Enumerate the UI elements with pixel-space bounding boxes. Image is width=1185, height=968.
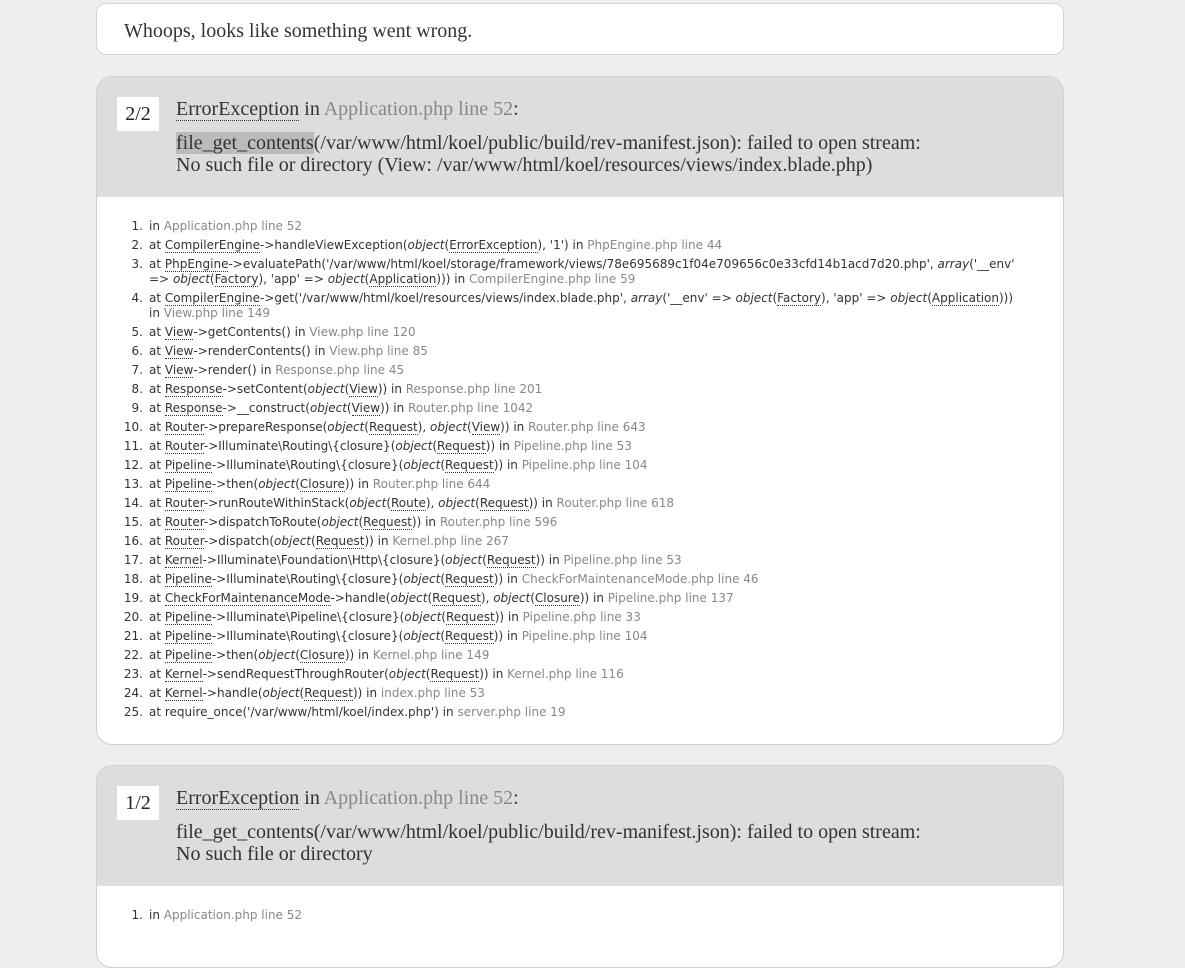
trace-text: )) in (579, 591, 608, 605)
trace-keyword: object (390, 591, 428, 605)
message-highlight: file_get_contents (176, 132, 314, 154)
trace-item (131, 291, 1063, 321)
trace-text: at (149, 515, 165, 529)
trace-text: in (149, 908, 164, 922)
trace-text: ->Illuminate\Routing\{closure}( (203, 439, 396, 453)
exception-location[interactable]: Application.php line 52 (323, 98, 514, 120)
trace-number: 8. (131, 382, 143, 396)
trace-class[interactable]: Request (430, 667, 480, 681)
trace-class[interactable]: View (471, 420, 501, 434)
exception-counter: 1/2 (117, 786, 159, 820)
trace-item (123, 572, 1063, 587)
trace-file[interactable]: Application.php line 52 (163, 908, 303, 922)
trace-item (131, 325, 1063, 340)
trace-number: 6. (131, 344, 143, 358)
trace-text: ->Illuminate\Routing\{closure}( (211, 629, 404, 643)
exception-block-1 (96, 765, 1064, 968)
trace-file[interactable]: Router.php line 596 (439, 515, 558, 529)
trace-file[interactable]: index.php line 53 (380, 686, 485, 700)
trace-text: ->prepareResponse( (203, 420, 328, 434)
trace-file[interactable]: View.php line 85 (329, 344, 428, 358)
trace-number: 21. (123, 629, 143, 643)
trace-text: ->then( (211, 477, 259, 491)
error-summary-box (96, 3, 1064, 55)
trace-item (131, 238, 1063, 253)
trace-file[interactable]: CompilerEngine.php line 59 (469, 272, 636, 286)
trace-class[interactable]: PhpEngine (164, 257, 229, 271)
trace-number: 12. (123, 458, 143, 472)
trace-class[interactable]: Closure (299, 477, 345, 491)
trace-keyword: object (438, 496, 476, 510)
trace-text: at (149, 291, 165, 305)
trace-text: at (149, 534, 165, 548)
trace-keyword: object (430, 420, 467, 434)
trace-class[interactable]: Pipeline (164, 477, 212, 491)
trace-text: ( (467, 420, 472, 434)
trace-number: 4. (131, 291, 143, 305)
trace-text: ( (927, 291, 932, 305)
trace-class[interactable]: Request (315, 534, 365, 548)
trace-text: ->Illuminate\Pipeline\{closure}( (211, 610, 405, 624)
error-page (96, 3, 1064, 968)
trace-text: ( (299, 686, 305, 700)
exception-colon: : (513, 787, 519, 809)
trace-text: at (149, 458, 165, 472)
trace-text: at (149, 591, 165, 605)
trace-keyword: object (403, 572, 441, 586)
trace-text: )) in (380, 401, 409, 415)
trace-item (123, 667, 1063, 682)
trace-item (123, 686, 1063, 701)
trace-text: ->sendRequestThroughRouter( (202, 667, 389, 681)
trace-class[interactable]: Request (368, 420, 418, 434)
trace-number: 1. (131, 908, 143, 922)
trace-class[interactable]: Pipeline (164, 629, 212, 643)
trace-text: ( (346, 401, 352, 415)
trace-text: ('__env' => (149, 257, 1019, 286)
trace-item (131, 219, 1063, 234)
trace-file[interactable]: server.php line 19 (457, 705, 566, 719)
trace-keyword: object (327, 420, 365, 434)
trace-number: 25. (123, 705, 143, 719)
trace-keyword: object (445, 553, 483, 567)
trace-text: ( (440, 458, 446, 472)
trace-text: at (149, 439, 165, 453)
trace-text: ), (480, 591, 494, 605)
trace-text: at (149, 667, 165, 681)
trace-number: 22. (123, 648, 143, 662)
trace-text: ->render() in (193, 363, 276, 377)
trace-keyword: object (172, 272, 210, 286)
trace-class[interactable]: Response (164, 401, 223, 415)
trace-text: ), 'app' => (258, 272, 328, 286)
exception-location[interactable]: Application.php line 52 (323, 787, 514, 809)
trace-keyword: object (403, 629, 441, 643)
trace-item (131, 908, 1063, 923)
trace-class[interactable]: Kernel (164, 667, 203, 681)
trace-keyword: array (937, 257, 970, 271)
trace-file[interactable]: PhpEngine.php line 44 (587, 238, 723, 252)
trace-number: 24. (123, 686, 143, 700)
trace-keyword: object (407, 238, 445, 252)
trace-text: at (149, 238, 165, 252)
trace-keyword: object (388, 667, 426, 681)
trace-file[interactable]: Kernel.php line 149 (372, 648, 490, 662)
message-line2: No such file or directory (View: /var/www/html/koel/resources/views/index.blade.php) (176, 154, 873, 176)
trace-file[interactable]: Router.php line 1042 (408, 401, 534, 415)
trace-class[interactable]: Pipeline (164, 610, 212, 624)
trace-class[interactable]: Application (369, 272, 437, 286)
trace-file[interactable]: Router.php line 643 (528, 420, 646, 434)
trace-text: ( (440, 629, 446, 643)
trace-text: )) in (377, 382, 406, 396)
trace-text: ->dispatchToRoute( (203, 515, 322, 529)
trace-file[interactable]: Pipeline.php line 53 (513, 439, 632, 453)
trace-text: in (149, 219, 164, 233)
trace-text: )) in (411, 515, 440, 529)
trace-text: ( (358, 515, 364, 529)
trace-number: 1. (131, 219, 143, 233)
trace-class[interactable]: Request (445, 572, 494, 586)
trace-text: )) in (352, 686, 381, 700)
exception-message (176, 821, 1063, 865)
trace-class[interactable]: Pipeline (164, 648, 212, 662)
trace-text: ->then( (211, 648, 259, 662)
trace-class[interactable]: Request (486, 553, 536, 567)
trace-text: at (149, 572, 165, 586)
trace-text: ( (386, 496, 391, 510)
exception-header (97, 77, 1063, 197)
trace-item (123, 553, 1063, 568)
stack-trace (97, 197, 1063, 744)
trace-file[interactable]: CheckForMaintenanceMode.php line 46 (521, 572, 759, 586)
trace-text: ->setContent( (222, 382, 308, 396)
trace-text: )) in (494, 610, 523, 624)
trace-class[interactable]: Request (445, 629, 494, 643)
trace-keyword: object (493, 591, 531, 605)
trace-text: )) in (344, 648, 373, 662)
trace-keyword: object (404, 610, 442, 624)
trace-text: ( (444, 238, 450, 252)
trace-number: 11. (123, 439, 143, 453)
trace-class[interactable]: Router (164, 420, 204, 434)
trace-text: ( (425, 667, 431, 681)
trace-number: 19. (123, 591, 143, 605)
trace-item (123, 458, 1063, 473)
trace-item (131, 257, 1063, 287)
trace-item (123, 439, 1063, 454)
trace-text: ->Illuminate\Routing\{closure}( (211, 572, 404, 586)
trace-keyword: object (403, 458, 441, 472)
trace-keyword: object (890, 291, 928, 305)
exception-message (176, 132, 1063, 176)
trace-text: ( (427, 591, 433, 605)
trace-number: 5. (131, 325, 143, 339)
trace-item (123, 496, 1063, 511)
trace-text: at (149, 325, 165, 339)
trace-text: )) in (493, 629, 522, 643)
trace-text: )) in (528, 496, 557, 510)
trace-class[interactable]: Kernel (164, 686, 203, 700)
trace-keyword: object (258, 648, 296, 662)
trace-text: )) in (485, 439, 514, 453)
trace-class[interactable]: View (351, 401, 381, 415)
stack-trace (97, 886, 1063, 967)
trace-item (123, 705, 1063, 720)
trace-class[interactable]: Response (164, 382, 223, 396)
trace-class[interactable]: Request (445, 610, 495, 624)
trace-text: ), (425, 496, 439, 510)
trace-class[interactable]: Router (164, 496, 204, 510)
trace-item (123, 648, 1063, 663)
trace-text: ( (440, 572, 446, 586)
trace-file[interactable]: Pipeline.php line 104 (521, 629, 648, 643)
message-line1: (/var/www/html/koel/public/build/rev-manifest.json): failed to open stream: (313, 132, 921, 154)
trace-keyword: array (630, 291, 663, 305)
trace-text: ( (344, 382, 350, 396)
trace-text: ( (441, 610, 446, 624)
trace-class[interactable]: Router (164, 515, 204, 529)
trace-class[interactable]: Request (432, 591, 481, 605)
trace-keyword: object (274, 534, 312, 548)
trace-text: ->dispatch( (203, 534, 275, 548)
trace-class[interactable]: Request (304, 686, 353, 700)
exception-class[interactable]: ErrorException (176, 787, 300, 809)
trace-keyword: object (309, 401, 347, 415)
trace-class[interactable]: CompilerEngine (164, 291, 261, 305)
trace-file[interactable]: Response.php line 201 (405, 382, 543, 396)
trace-text: ( (530, 591, 535, 605)
trace-text: at (149, 686, 165, 700)
trace-item (131, 363, 1063, 378)
trace-class[interactable]: Closure (299, 648, 345, 662)
trace-text: ('__env' => (662, 291, 736, 305)
trace-text: ->handleViewException( (260, 238, 408, 252)
trace-class[interactable]: ErrorException (449, 238, 538, 252)
trace-text: )) in (364, 534, 393, 548)
trace-text: ( (209, 272, 215, 286)
trace-item (123, 534, 1063, 549)
trace-class[interactable]: Request (363, 515, 412, 529)
trace-text: ), '1') in (537, 238, 588, 252)
error-summary-text: Whoops, looks like something went wrong. (124, 20, 473, 42)
trace-number: 14. (123, 496, 143, 510)
trace-text: ( (432, 439, 438, 453)
trace-file[interactable]: Pipeline.php line 137 (607, 591, 734, 605)
trace-text: ->__construct( (222, 401, 310, 415)
trace-file[interactable]: Pipeline.php line 33 (522, 610, 641, 624)
trace-class[interactable]: Request (437, 439, 486, 453)
trace-item (131, 382, 1063, 397)
trace-text: ( (364, 420, 369, 434)
trace-file[interactable]: Router.php line 644 (372, 477, 491, 491)
trace-file[interactable]: Application.php line 52 (163, 219, 303, 233)
trace-text: at (149, 363, 165, 377)
trace-file[interactable]: Response.php line 45 (275, 363, 405, 377)
trace-number: 17. (123, 553, 143, 567)
trace-text: )) in (500, 420, 529, 434)
trace-text: ->renderContents() in (193, 344, 330, 358)
trace-file[interactable]: View.php line 149 (163, 306, 270, 320)
trace-number: 16. (123, 534, 143, 548)
trace-keyword: object (262, 686, 300, 700)
trace-text: at (149, 629, 165, 643)
exception-block-2 (96, 76, 1064, 745)
trace-text: at (149, 610, 165, 624)
message-line1: file_get_contents(/var/www/html/koel/public/build/rev-manifest.json): failed to open stream: (176, 821, 921, 843)
trace-text: at (149, 401, 165, 415)
trace-text: ->Illuminate\Routing\{closure}( (211, 458, 404, 472)
trace-text: ))) in (436, 272, 470, 286)
trace-class[interactable]: CheckForMaintenanceMode (164, 591, 331, 605)
trace-text: ->handle( (330, 591, 391, 605)
trace-text: ( (482, 553, 487, 567)
trace-list (97, 908, 1063, 923)
trace-keyword: object (307, 382, 345, 396)
trace-text: at (149, 420, 165, 434)
trace-number: 20. (123, 610, 143, 624)
trace-item (123, 591, 1063, 606)
trace-class[interactable]: Route (391, 496, 426, 510)
exception-class[interactable]: ErrorException (176, 98, 300, 120)
trace-text: ( (311, 534, 316, 548)
trace-keyword: object (735, 291, 773, 305)
trace-text: ->runRouteWithinStack( (203, 496, 350, 510)
trace-item (131, 401, 1063, 416)
trace-text: ->getContents() in (193, 325, 310, 339)
trace-text: )) in (493, 572, 522, 586)
trace-class[interactable]: View (164, 344, 194, 358)
trace-class[interactable]: Request (445, 458, 494, 472)
trace-text: at (149, 257, 165, 271)
trace-text: at require_once('/var/www/html/koel/index.php') in (149, 705, 458, 719)
trace-number: 2. (131, 238, 143, 252)
trace-keyword: object (321, 515, 359, 529)
trace-text: ( (364, 272, 370, 286)
trace-class[interactable]: CompilerEngine (164, 238, 261, 252)
message-line2: No such file or directory (176, 843, 373, 865)
trace-text: at (149, 553, 165, 567)
trace-text: )) in (344, 477, 373, 491)
trace-class[interactable]: Router (164, 439, 204, 453)
trace-text: ( (295, 648, 300, 662)
exception-title (176, 786, 1063, 810)
trace-text: ->handle( (202, 686, 263, 700)
trace-file[interactable]: View.php line 120 (309, 325, 416, 339)
exception-header (97, 766, 1063, 886)
trace-text: )) in (535, 553, 564, 567)
trace-class[interactable]: Application (931, 291, 999, 305)
trace-class[interactable]: View (164, 363, 194, 377)
trace-keyword: object (258, 477, 296, 491)
trace-number: 3. (131, 257, 143, 271)
trace-file[interactable]: Router.php line 618 (556, 496, 675, 510)
trace-file[interactable]: Kernel.php line 116 (507, 667, 624, 681)
trace-text: ( (772, 291, 778, 305)
trace-number: 23. (123, 667, 143, 681)
trace-text: ), (417, 420, 431, 434)
trace-class[interactable]: Kernel (164, 553, 203, 567)
trace-class[interactable]: Factory (777, 291, 822, 305)
trace-keyword: object (327, 272, 365, 286)
trace-class[interactable]: View (164, 325, 194, 339)
trace-number: 10. (123, 420, 143, 434)
trace-text: ), 'app' => (821, 291, 891, 305)
trace-text: ->get('/var/www/html/koel/resources/views/index.blade.php', (260, 291, 631, 305)
trace-text: at (149, 382, 165, 396)
trace-text: ->evaluatePath('/var/www/html/koel/storage/framework/views/78e695689c1f04e709656c0e33cfd14b1acd7d20.php', (228, 257, 938, 271)
trace-item (131, 344, 1063, 359)
trace-item (123, 515, 1063, 530)
trace-text: at (149, 344, 165, 358)
trace-text: at (149, 648, 165, 662)
trace-text: ( (475, 496, 480, 510)
trace-keyword: object (349, 496, 387, 510)
trace-file[interactable]: Pipeline.php line 53 (563, 553, 682, 567)
trace-text: ( (295, 477, 300, 491)
trace-class[interactable]: Pipeline (164, 458, 212, 472)
exception-in: in (299, 787, 324, 809)
trace-item (123, 477, 1063, 492)
trace-file[interactable]: Pipeline.php line 104 (521, 458, 648, 472)
trace-keyword: object (395, 439, 433, 453)
trace-class[interactable]: Router (164, 534, 204, 548)
trace-number: 15. (123, 515, 143, 529)
trace-item (123, 610, 1063, 625)
trace-class[interactable]: Closure (534, 591, 580, 605)
trace-text: at (149, 496, 165, 510)
trace-text: )) in (479, 667, 508, 681)
trace-text: ))) in (149, 291, 1017, 320)
trace-class[interactable]: Pipeline (164, 572, 212, 586)
trace-class[interactable]: Request (479, 496, 529, 510)
trace-class[interactable]: Factory (214, 272, 259, 286)
trace-item (123, 629, 1063, 644)
trace-class[interactable]: View (349, 382, 378, 396)
trace-text: )) in (493, 458, 522, 472)
exception-counter: 2/2 (117, 97, 159, 131)
trace-text: ->Illuminate\Foundation\Http\{closure}( (202, 553, 446, 567)
trace-number: 9. (131, 401, 143, 415)
trace-item (123, 420, 1063, 435)
exception-title (176, 97, 1063, 121)
exception-colon: : (513, 98, 519, 120)
exception-in: in (299, 98, 324, 120)
trace-list (97, 219, 1063, 720)
trace-text: at (149, 477, 165, 491)
trace-number: 13. (123, 477, 143, 491)
trace-number: 18. (123, 572, 143, 586)
trace-file[interactable]: Kernel.php line 267 (392, 534, 509, 548)
trace-number: 7. (131, 363, 143, 377)
